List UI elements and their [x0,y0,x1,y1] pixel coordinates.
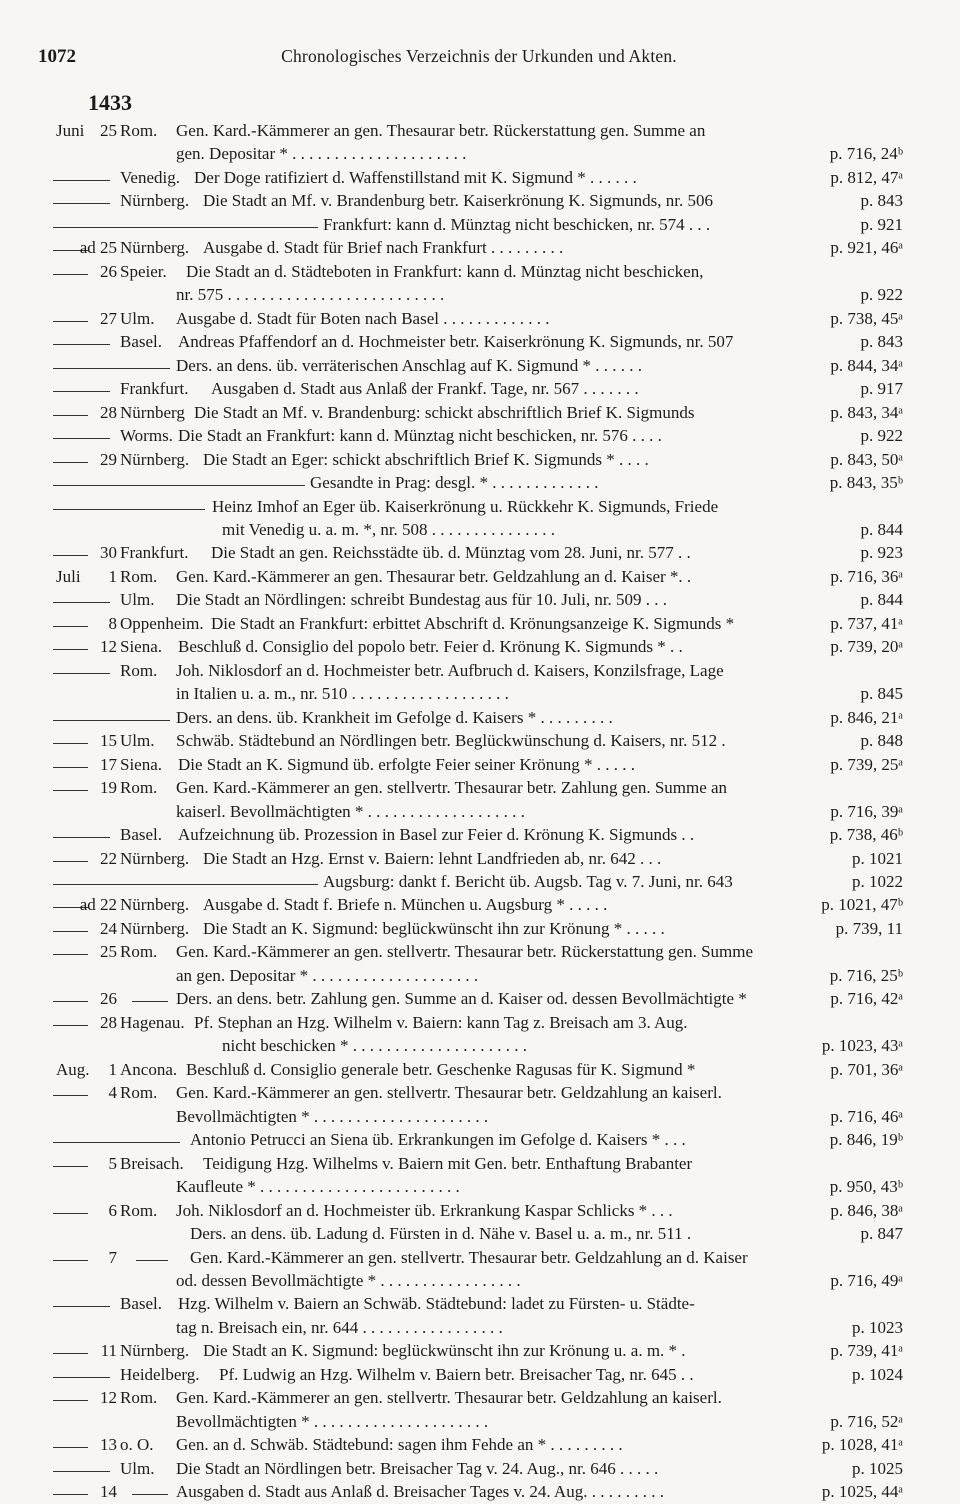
page-reference: p. 738, 46ᵇ [829,825,903,845]
entry-text: kaiserl. Bevollmächtigten * . . . . . . . . . . . . . . . . . . . [176,801,525,821]
entry-continuation-line [0,1175,960,1198]
entry-line [0,1081,960,1104]
entry-text: Augsburg: dankt f. Bericht üb. Augsb. Tag v. 7. Juni, nr. 643 [323,872,733,891]
place-label: Rom. [120,660,158,680]
page-reference: p. 739, 25ᵃ [830,754,903,774]
day-label: 4 [108,1083,117,1103]
place-label: Rom. [120,942,158,962]
page-reference: p. 716, 25ᵇ [829,965,903,985]
entry-line [0,1246,960,1269]
ditto-rule [53,1001,88,1002]
page-reference: p. 846, 19ᵇ [829,1130,903,1150]
day-label: 14 [100,1482,117,1502]
day-label: 25 [100,942,117,962]
day-label: 12 [100,637,117,657]
entry-text: Die Stadt an Nördlingen: schreibt Bundestag aus für 10. Juli, nr. 509 . . . [176,590,668,610]
ditto-rule [53,180,110,181]
page-reference: p. 922 [860,426,903,446]
entry-continuation-line [0,142,960,165]
place-label: Nürnberg. [120,449,190,469]
page-reference: p. 1028, 41ᵃ [821,1435,903,1455]
ditto-rule [53,673,110,674]
entry-text: Die Stadt an Eger: schickt abschriftlich Brief K. Sigmunds * . . . . [203,449,649,469]
entry-line [0,940,960,963]
entry-text: Die Stadt an K. Sigmund üb. erfolgte Feier seiner Krönung * . . . . . [178,754,636,774]
place-label: Ulm. [120,731,155,751]
ditto-rule [132,1494,168,1495]
day-label: 5 [108,1153,117,1173]
entry-text: od. dessen Bevollmächtigte * . . . . . . . . . . . . . . . . . [176,1270,521,1290]
ditto-rule [53,368,170,369]
day-label: 25 [100,121,117,140]
place-label: Rom. [120,121,158,140]
entry-text: Pf. Ludwig an Hzg. Wilhelm v. Baiern betr. Breisacher Tag, nr. 645 . . [219,1364,694,1384]
entry-line [0,1152,960,1175]
place-label: Venedig. [120,167,180,187]
entry-text: Ausgaben d. Stadt aus Anlaß der Frankf. Tage, nr. 567 . . . . . . . [211,379,639,399]
month-label: Aug. [56,1059,90,1079]
page-reference: p. 847 [860,1224,903,1244]
entry-line [0,166,960,189]
ditto-rule [53,954,88,955]
entry-line [0,917,960,940]
ditto-rule [53,1400,88,1401]
page-reference: p. 921, 46ᵃ [830,238,903,258]
ditto-rule [53,1377,110,1378]
entry-text: Ders. an dens. betr. Zahlung gen. Summe an d. Kaiser od. dessen Bevollmächtigte * [176,989,747,1009]
page-reference: p. 739, 11 [835,918,903,938]
ditto-rule [53,321,88,322]
day-label: 26 [100,261,117,281]
place-label: Nürnberg. [120,918,190,938]
ditto-rule [53,767,88,768]
entry-line [0,893,960,916]
day-label: 26 [100,989,117,1009]
ditto-rule [53,509,205,510]
ditto-rule [53,1166,88,1167]
place-label: Speier. [120,261,167,281]
day-label: 28 [100,402,117,422]
ditto-rule [53,884,318,885]
day-label: 6 [108,1200,117,1220]
entry-text: Gen. Kard.-Kämmerer an gen. stellvertr. Thesaurar betr. Geldzahlung an kaiserl. [176,1388,722,1408]
page-reference: p. 843, 34ᵃ [830,402,903,422]
ditto-rule [53,649,88,650]
entry-text: Bevollmächtigten * . . . . . . . . . . . . . . . . . . . . . [176,1411,489,1431]
entry-continuation-line [0,800,960,823]
day-label: 17 [100,754,117,774]
entry-text: Beschluß d. Consiglio del popolo betr. Feier d. Krönung K. Sigmunds * . . [178,637,683,657]
page-reference: p. 950, 43ᵇ [829,1177,903,1197]
entry-line [0,870,960,893]
entry-text: Gen. Kard.-Kämmerer an gen. Thesaurar betr. Geldzahlung an d. Kaiser *. . [176,566,692,586]
entry-text: Gen. Kard.-Kämmerer an gen. stellvertr. Thesaurar betr. Rückerstattung gen. Summe [176,942,754,962]
ditto-rule [53,1260,88,1261]
entry-line [0,847,960,870]
entry-text: Joh. Niklosdorf an d. Hochmeister betr. Aufbruch d. Kaisers, Konzilsfrage, Lage [176,660,724,680]
place-label: Heidelberg. [120,1364,200,1384]
place-label: Frankfurt. [120,379,189,399]
entry-text: Ders. an dens. üb. Ladung d. Fürsten in d. Nähe v. Basel u. a. m., nr. 511 . [190,1224,692,1244]
ditto-rule [53,1213,88,1214]
entry-continuation-line [0,1410,960,1433]
entry-list [0,119,960,1504]
entry-line [0,377,960,400]
entry-line [0,1480,960,1503]
entry-continuation-line [0,1316,960,1339]
entry-text: Die Stadt an Hzg. Ernst v. Baiern: lehnt Landfrieden ab, nr. 642 . . . [203,848,662,868]
page-reference: p. 716, 49ᵃ [830,1270,903,1290]
entry-text: Die Stadt an Frankfurt: kann d. Münztag nicht beschicken, nr. 576 . . . . [178,426,662,446]
day-label: 30 [100,543,117,563]
running-title: Chronologisches Verzeichnis der Urkunden und Akten. [281,46,677,66]
entry-line [0,1199,960,1222]
place-label: Nürnberg. [120,895,190,915]
entry-text: Die Stadt an K. Sigmund: beglückwünscht ihn zur Krönung * . . . . . [203,918,665,938]
page-reference: p. 1021 [852,848,903,868]
entry-text: Gen. Kard.-Kämmerer an gen. stellvertr. Thesaurar betr. Geldzahlung an d. Kaiser [190,1247,748,1267]
ditto-rule [53,626,88,627]
entry-text: Aufzeichnung üb. Prozession in Basel zur Feier d. Krönung K. Sigmunds . . [178,825,695,845]
page-reference: p. 716, 52ᵃ [830,1411,903,1431]
day-label: 29 [100,449,117,469]
entry-text: mit Venedig u. a. m. *, nr. 508 . . . . . . . . . . . . . . . [222,519,556,539]
place-label: Siena. [120,754,163,774]
place-label: Hagenau. [120,1012,185,1032]
entry-line [0,588,960,611]
entry-text: Gen. Kard.-Kämmerer an gen. Thesaurar betr. Rückerstattung gen. Summe an [176,121,706,140]
year-heading: 1433 [88,90,132,115]
entry-text: Bevollmächtigten * . . . . . . . . . . . . . . . . . . . . . [176,1106,489,1126]
place-label: Ulm. [120,590,155,610]
page-reference: p. 921 [860,214,903,234]
place-label: Rom. [120,1200,158,1220]
entry-line [0,424,960,447]
day-label: 8 [108,613,117,633]
entry-line [0,471,960,494]
entry-continuation-line [0,1105,960,1128]
entry-line [0,448,960,471]
ditto-rule [53,931,88,932]
place-label: Rom. [120,778,158,798]
entry-line [0,1011,960,1034]
place-label: Rom. [120,1083,158,1103]
entry-line [0,1058,960,1081]
entry-continuation-line [0,283,960,306]
page-reference: p. 846, 21ᵃ [830,707,903,727]
entry-line [0,1339,960,1362]
entry-line [0,119,960,142]
ditto-rule [53,438,110,439]
entry-text: Ders. an dens. üb. verräterischen Anschlag auf K. Sigmund * . . . . . . [176,355,642,375]
page-reference: p. 843 [860,332,903,352]
entry-text: an gen. Depositar * . . . . . . . . . . . . . . . . . . . . [176,965,479,985]
entry-text: nicht beschicken * . . . . . . . . . . . . . . . . . . . . . [222,1036,528,1056]
page-reference: p. 843, 50ᵃ [830,449,903,469]
ditto-rule [53,790,88,791]
entry-text: Kaufleute * . . . . . . . . . . . . . . . . . . . . . . . . [176,1177,460,1197]
entry-text: Schwäb. Städtebund an Nördlingen betr. Beglückwünschung d. Kaisers, nr. 512 . [176,731,726,751]
day-label: 7 [108,1247,117,1267]
page-reference: p. 716, 42ᵃ [830,989,903,1009]
entry-line [0,612,960,635]
entry-line [0,659,960,682]
page-reference: p. 716, 46ᵃ [830,1106,903,1126]
entry-text: Der Doge ratifiziert d. Waffenstillstand mit K. Sigmund * . . . . . . [194,167,637,187]
page-reference: p. 739, 41ᵃ [830,1341,903,1361]
entry-text: Die Stadt an d. Städteboten in Frankfurt: kann d. Münztag nicht beschicken, [186,261,704,281]
place-label: Breisach. [120,1153,184,1173]
place-label: Basel. [120,1294,163,1314]
entry-text: Die Stadt an gen. Reichsstädte üb. d. Münztag vom 28. Juni, nr. 577 . . [211,543,691,563]
entry-text: Andreas Pfaffendorf an d. Hochmeister betr. Kaiserkrönung K. Sigmunds, nr. 507 [178,332,734,352]
entry-line [0,236,960,259]
entry-text: Die Stadt an Frankfurt: erbittet Abschrift d. Krönungsanzeige K. Sigmunds * [211,613,735,633]
entry-continuation-line [0,518,960,541]
entry-line [0,706,960,729]
entry-text: Gen. Kard.-Kämmerer an gen. stellvertr. Thesaurar betr. Geldzahlung an kaiserl. [176,1083,722,1103]
entry-text: Hzg. Wilhelm v. Baiern an Schwäb. Städtebund: ladet zu Fürsten- u. Städte- [178,1294,695,1314]
entry-line [0,495,960,518]
place-label: Nürnberg [120,402,185,422]
ditto-rule [53,1095,88,1096]
page-reference: p. 917 [860,379,903,399]
entry-line [0,1128,960,1151]
page-reference: p. 923 [860,543,903,563]
day-label: 19 [100,778,117,798]
place-label: Basel. [120,825,163,845]
day-label: 11 [100,1341,117,1361]
page-reference: p. 1021, 47ᵇ [821,895,903,915]
page-reference: p. 1022 [852,872,903,891]
page-reference: p. 1024 [852,1364,903,1384]
entry-text: Ausgabe d. Stadt für Boten nach Basel . . . . . . . . . . . . . [176,308,550,328]
page-reference: p. 812, 47ᵃ [830,167,903,187]
entry-text: Die Stadt an Mf. v. Brandenburg: schickt abschriftlich Brief K. Sigmunds [194,402,695,422]
entry-line [0,401,960,424]
entry-text: Ausgaben d. Stadt aus Anlaß d. Breisacher Tages v. 24. Aug. . . . . . . . . . [176,1482,664,1502]
entry-continuation-line [0,964,960,987]
entry-line [0,753,960,776]
entry-line [0,213,960,236]
ditto-rule [53,555,88,556]
page-reference: p. 843 [860,191,903,211]
entry-text: Joh. Niklosdorf an d. Hochmeister üb. Erkrankung Kaspar Schlicks * . . . [176,1200,673,1220]
page-reference: p. 701, 36ᵃ [830,1059,903,1079]
place-label: Ulm. [120,1458,155,1478]
ditto-rule [53,391,110,392]
entry-text: Ders. an dens. üb. Krankheit im Gefolge d. Kaisers * . . . . . . . . . [176,707,613,727]
page-reference: p. 738, 45ᵃ [830,308,903,328]
ditto-rule [53,861,88,862]
day-label: 24 [100,918,117,938]
entry-text: Die Stadt an Nördlingen betr. Breisacher Tag v. 24. Aug., nr. 646 . . . . . [176,1458,659,1478]
ditto-rule [132,1001,168,1002]
ditto-rule [53,1025,88,1026]
month-label: Juni [56,121,85,140]
day-label: 27 [100,308,117,328]
place-label: Ancona. [120,1059,178,1079]
day-label: 13 [100,1435,117,1455]
entry-continuation-line [0,1034,960,1057]
day-label: 15 [100,731,117,751]
place-label: Basel. [120,332,163,352]
entry-text: Teidigung Hzg. Wilhelms v. Baiern mit Gen. betr. Enthaftung Brabanter [203,1153,693,1173]
entry-text: Ausgabe d. Stadt für Brief nach Frankfurt . . . . . . . . . [203,238,564,258]
place-label: Worms. [120,426,173,446]
entry-line [0,354,960,377]
entry-line [0,260,960,283]
entry-line [0,1386,960,1409]
entry-text: tag n. Breisach ein, nr. 644 . . . . . . . . . . . . . . . . . [176,1317,503,1337]
ditto-rule [53,485,305,486]
ditto-rule [53,274,88,275]
entry-text: Pf. Stephan an Hzg. Wilhelm v. Baiern: kann Tag z. Breisach am 3. Aug. [194,1012,688,1032]
place-label: Nürnberg. [120,1341,190,1361]
entry-text: Die Stadt an K. Sigmund: beglückwünscht ihn zur Krönung u. a. m. * . [203,1341,686,1361]
ditto-rule [53,602,110,603]
place-label: Nürnberg. [120,848,190,868]
day-label: ad 25 [79,238,117,258]
entry-line [0,565,960,588]
entry-text: Ausgabe d. Stadt f. Briefe n. München u. Augsburg * . . . . . [203,895,608,915]
ditto-rule [53,1447,88,1448]
entry-text: gen. Depositar * . . . . . . . . . . . . . . . . . . . . . [176,144,467,164]
place-label: Frankfurt. [120,543,189,563]
day-label: ad 22 [79,895,117,915]
place-label: Ulm. [120,308,155,328]
entry-line [0,307,960,330]
day-label: 28 [100,1012,117,1032]
entry-continuation-line [0,682,960,705]
day-label: 22 [100,848,117,868]
entry-continuation-line [0,1222,960,1245]
page-reference: p. 848 [860,731,903,751]
place-label: Siena. [120,637,163,657]
ditto-rule [53,227,318,228]
page-reference: p. 844 [860,590,903,610]
month-label: Juli [56,566,81,586]
entry-text: Gesandte in Prag: desgl. * . . . . . . . . . . . . . [310,473,599,493]
place-label: o. O. [120,1435,154,1455]
entry-text: nr. 575 . . . . . . . . . . . . . . . . . . . . . . . . . . [176,285,445,305]
entry-line [0,776,960,799]
page-reference: p. 844, 34ᵃ [830,355,903,375]
entry-line [0,330,960,353]
entry-text: Heinz Imhof an Eger üb. Kaiserkrönung u. Rückkehr K. Sigmunds, Friede [212,496,719,516]
ditto-rule [53,720,170,721]
entry-line [0,1363,960,1386]
page-reference: p. 1025 [852,1458,903,1478]
ditto-rule [53,1142,180,1143]
ditto-rule [53,1494,88,1495]
page-reference: p. 737, 41ᵃ [830,613,903,633]
ditto-rule [53,203,110,204]
page-reference: p. 1023 [852,1317,903,1337]
entry-line [0,1457,960,1480]
page-number: 1072 [38,46,76,67]
entry-text: Die Stadt an Mf. v. Brandenburg betr. Kaiserkrönung K. Sigmunds, nr. 506 [203,191,713,211]
page-reference: p. 922 [860,285,903,305]
ditto-rule [53,837,110,838]
place-label: Oppenheim. [120,613,204,633]
entry-line [0,729,960,752]
page-reference: p. 846, 38ᵃ [830,1200,903,1220]
entry-line [0,189,960,212]
ditto-rule [136,1260,168,1261]
page-reference: p. 739, 20ᵃ [830,637,903,657]
ditto-rule [53,462,88,463]
place-label: Nürnberg. [120,191,190,211]
entry-text: in Italien u. a. m., nr. 510 . . . . . . . . . . . . . . . . . . . [176,684,509,704]
day-label: 1 [108,1059,117,1079]
page-reference: p. 845 [860,684,903,704]
page-reference: p. 843, 35ᵇ [829,473,903,493]
entry-text: Antonio Petrucci an Siena üb. Erkrankungen im Gefolge d. Kaisers * . . . [190,1130,686,1150]
page-reference: p. 716, 39ᵃ [830,801,903,821]
place-label: Rom. [120,1388,158,1408]
page-reference: p. 716, 36ᵃ [830,566,903,586]
page-reference: p. 1025, 44ᵃ [821,1482,903,1502]
day-label: 12 [100,1388,117,1408]
entry-text: Gen. an d. Schwäb. Städtebund: sagen ihm Fehde an * . . . . . . . . . [176,1435,623,1455]
place-label: Nürnberg. [120,238,190,258]
page-reference: p. 1023, 43ᵃ [821,1036,903,1056]
ditto-rule [53,1471,110,1472]
ditto-rule [53,1306,110,1307]
page-reference: p. 844 [860,519,903,539]
entry-line [0,541,960,564]
ditto-rule [53,415,88,416]
entry-text: Frankfurt: kann d. Münztag nicht beschicken, nr. 574 . . . [323,214,711,234]
entry-line [0,635,960,658]
entry-line [0,987,960,1010]
entry-line [0,823,960,846]
entry-continuation-line [0,1269,960,1292]
ditto-rule [53,743,88,744]
entry-line [0,1292,960,1315]
ditto-rule [53,344,110,345]
place-label: Rom. [120,566,158,586]
day-label: 1 [108,566,117,586]
entry-text: Beschluß d. Consiglio generale betr. Geschenke Ragusas für K. Sigmund * [186,1059,696,1079]
ditto-rule [53,1353,88,1354]
entry-line [0,1433,960,1456]
page-reference: p. 716, 24ᵇ [829,144,903,164]
entry-text: Gen. Kard.-Kämmerer an gen. stellvertr. Thesaurar betr. Zahlung gen. Summe an [176,778,728,798]
